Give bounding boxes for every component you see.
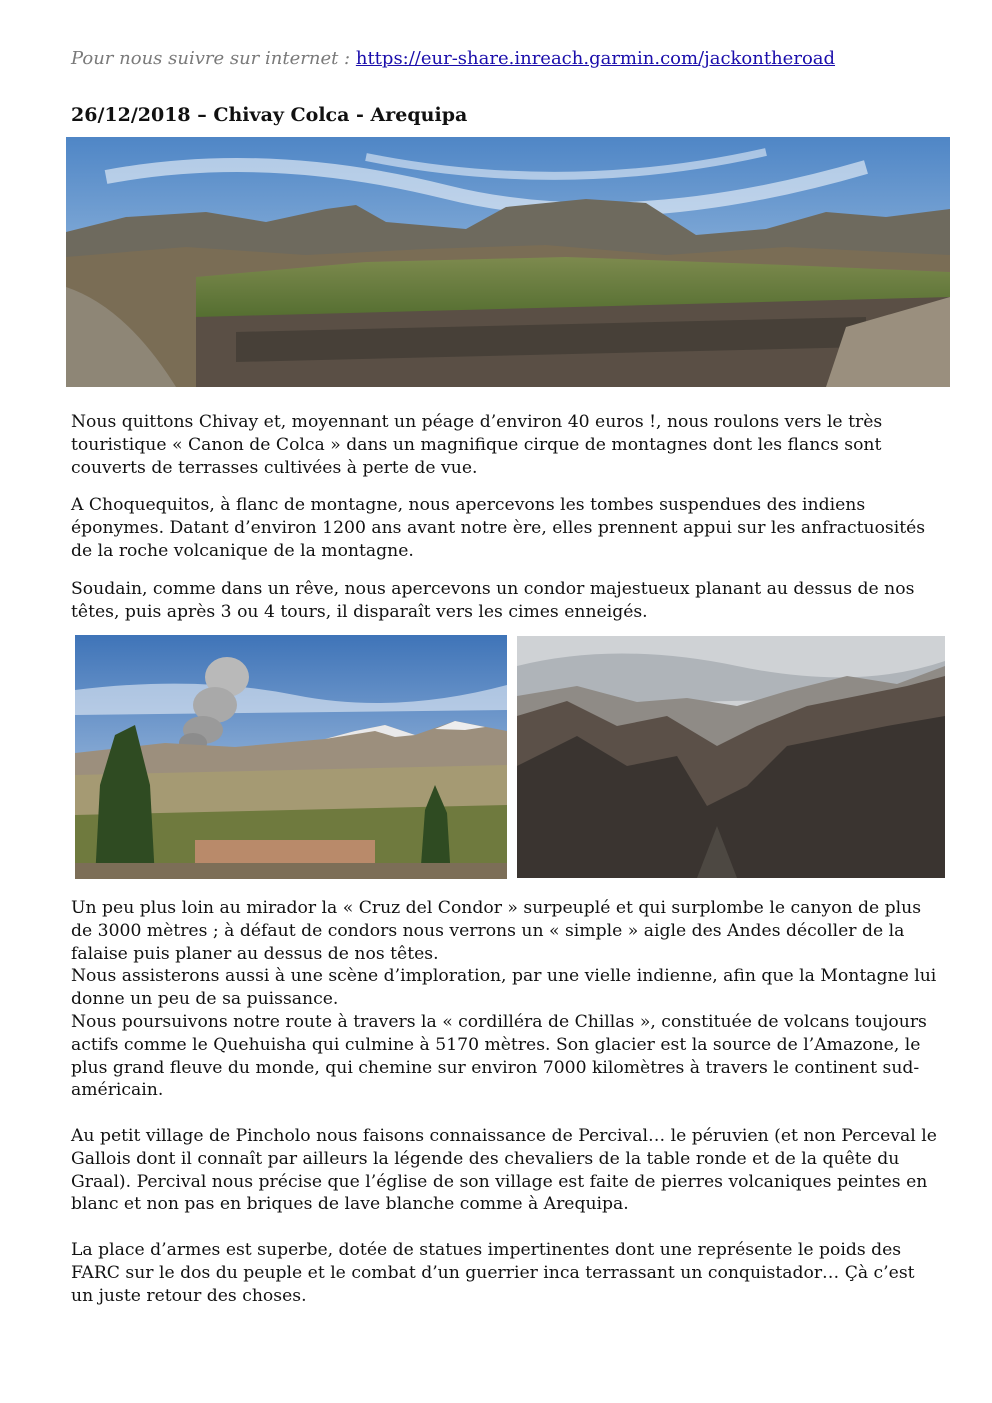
paragraph-7: Au petit village de Pincholo nous faisons connaissance de Percival… le péruvien (et non Perceval le Gallois dont il connaît par ailleurs la légende des chevaliers de la table ronde et de la quête du Graal). Percival nous précise que l’église de son village est faite de pierres volcaniques peintes en blanc et non pas en briques de lave blanche comme à Arequipa. — [71, 1125, 937, 1215]
paragraph-3: Soudain, comme dans un rêve, nous apercevons un condor majestueux planant au dessus de nos têtes, puis après 3 ou 4 tours, il disparaît vers les cimes enneigés. — [71, 579, 915, 622]
paragraph-6: Nous poursuivons notre route à travers la « cordilléra de Chillas », constituée de volcans toujours actifs comme le Quehuisha qui culmine à 5170 mètres. Son glacier est la source de l’Amazone, le plus grand fleuve du monde, qui chemine sur environ 7000 kilomètres à travers le continent sud-américain. — [71, 1011, 927, 1101]
paragraph-1: Nous quittons Chivay et, moyennant un péage d’environ 40 euros !, nous roulons vers le très touristique « Canon de Colca » dans un magnifique cirque de montagnes dont les flancs sont couverts de terrasses cultivées à perte de vue. — [71, 412, 883, 478]
paragraph-2: A Choquequitos, à flanc de montagne, nous apercevons les tombes suspendues des indiens éponymes. Datant d’environ 1200 ans avant notre ère, elles prennent appui sur les anfractuosités de la roche volcanique de la montagne. — [71, 495, 926, 561]
mountains-photo — [517, 636, 945, 878]
tracking-link[interactable]: https://eur-share.inreach.garmin.com/jackontheroad — [355, 48, 836, 69]
panorama-photo — [66, 137, 950, 387]
text-block-2 — [71, 897, 941, 1307]
follow-lead-text: Pour nous suivre sur internet : — [71, 48, 351, 69]
paragraph-8: La place d’armes est superbe, dotée de statues impertinentes dont une représente le poids des FARC sur le dos du peuple et le combat d’un guerrier inca terrassant un conquistador… Çà c’est un juste retour des choses. — [71, 1239, 915, 1306]
volcano-photo — [75, 635, 507, 879]
follow-line — [71, 48, 835, 69]
paragraph-4: Un peu plus loin au mirador la « Cruz del Condor » surpeuplé et qui surplombe le canyon de plus de 3000 mètres ; à défaut de condors nous verrons un « simple » aigle des Andes décoller de la falaise puis planer au dessus de nos têtes. — [71, 898, 922, 964]
paragraph-5: Nous assisterons aussi à une scène d’imploration, par une vielle indienne, afin que la Montagne lui donne un peu de sa puissance. — [71, 966, 937, 1010]
page-title: 26/12/2018 – Chivay Colca - Arequipa — [71, 104, 468, 126]
